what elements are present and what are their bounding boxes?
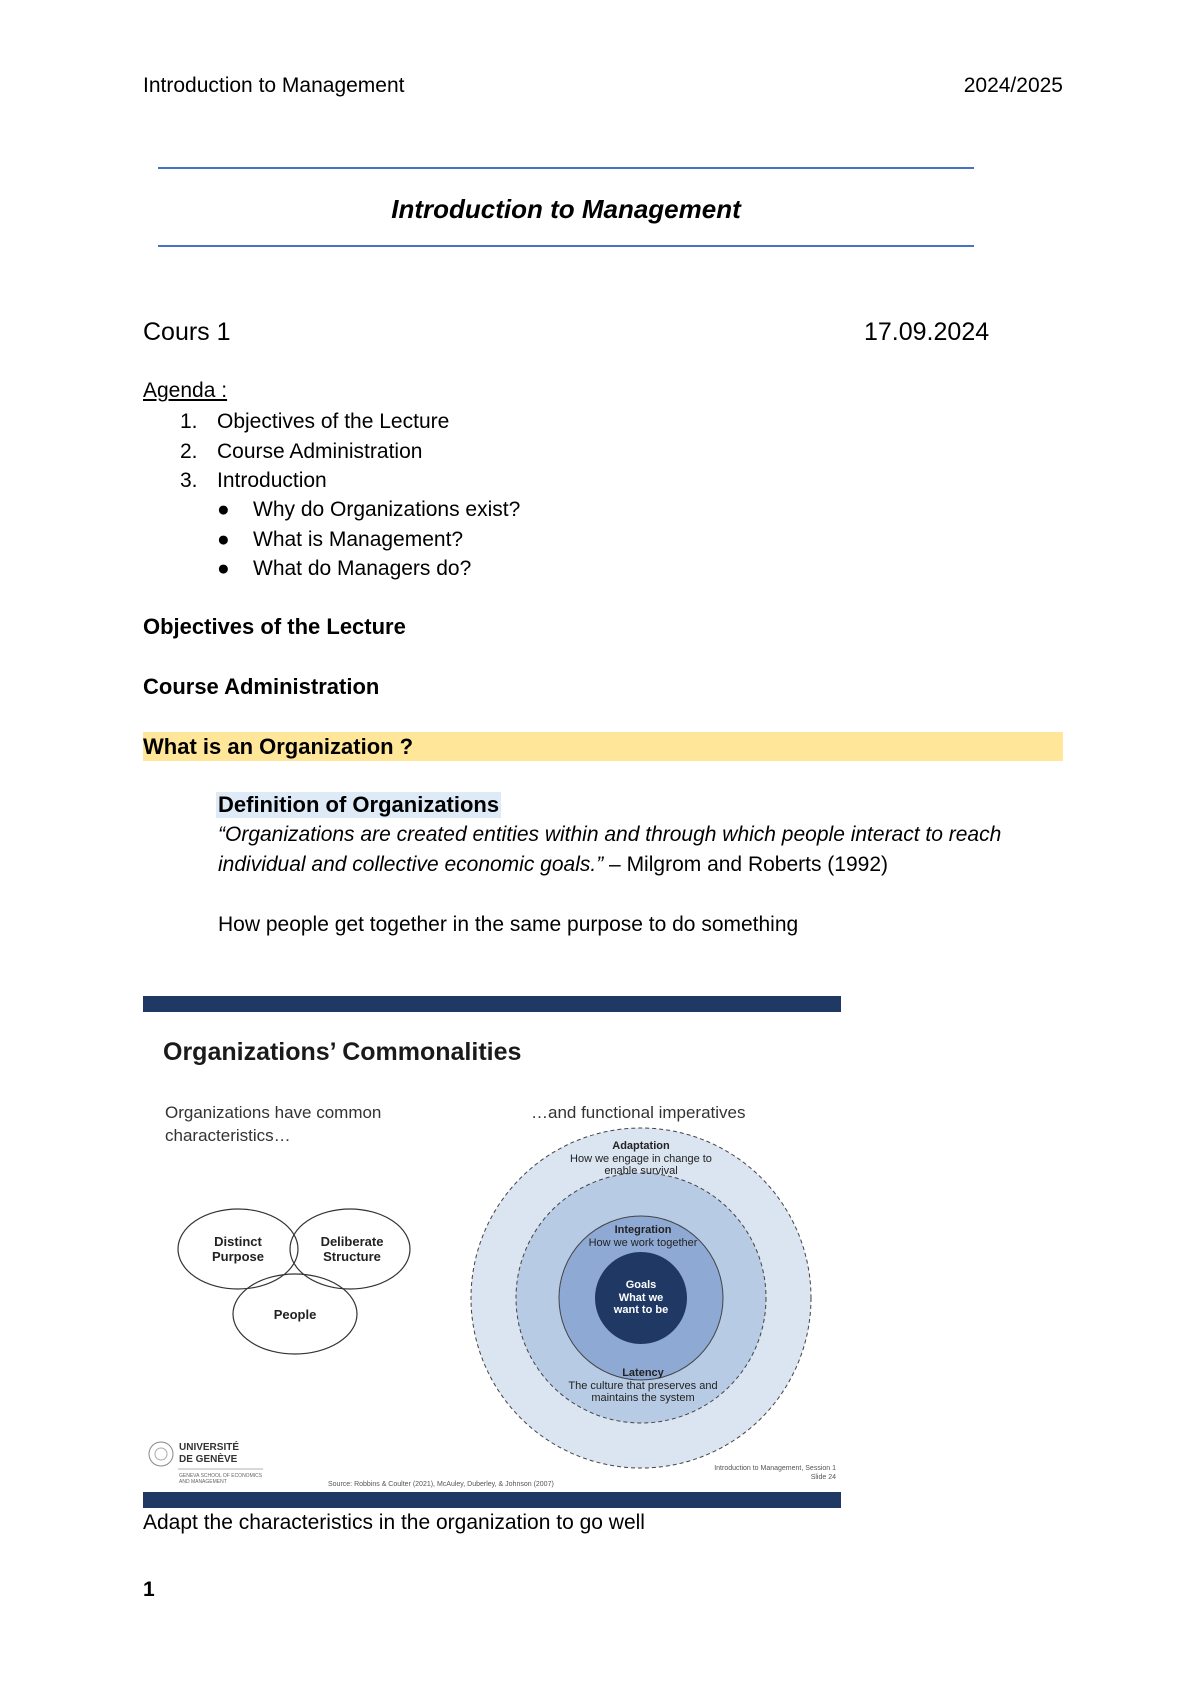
agenda-item-text: Course Administration xyxy=(217,439,423,463)
agenda-item-text: Objectives of the Lecture xyxy=(217,410,450,433)
agenda-item-number: 2. xyxy=(180,439,198,463)
circle-label: Adaptation xyxy=(612,1140,670,1152)
slide-image xyxy=(143,996,841,1508)
title-rule-top xyxy=(158,167,974,169)
slide-reference: Introduction to Management, Session 1 xyxy=(714,1465,836,1472)
agenda-subitem-text: What is Management? xyxy=(253,527,464,551)
circle-label: Latency xyxy=(622,1367,664,1379)
logo-subtext: GENEVA SCHOOL OF ECONOMICS xyxy=(179,1473,263,1479)
definition-quote-line-2 xyxy=(218,853,888,877)
venn-diagram xyxy=(178,1209,410,1354)
heading-objectives: Objectives of the Lecture xyxy=(143,614,406,639)
bullet-icon: ● xyxy=(217,527,230,551)
heading-course-admin: Course Administration xyxy=(143,674,380,699)
slide-source: Source: Robbins & Coulter (2021), McAuley, Duberley, & Johnson (2007) xyxy=(328,1481,554,1488)
document-title: Introduction to Management xyxy=(391,194,741,224)
definition-quote-line-1 xyxy=(218,823,1001,847)
logo-text: DE GENÈVE xyxy=(179,1454,238,1465)
quote-text: “Organizations are created entities within and through which people interact to reach xyxy=(218,823,1002,846)
circle-label: Goals xyxy=(625,1279,657,1291)
venn-label: Deliberate xyxy=(320,1234,384,1249)
slide-diagram xyxy=(143,996,841,1508)
course-date: 17.09.2024 xyxy=(864,318,990,346)
course-label: Cours 1 xyxy=(143,318,231,346)
header-right: 2024/2025 xyxy=(963,74,1063,97)
circle-label: enable survival xyxy=(604,1165,678,1177)
agenda-item-text: Introduction xyxy=(217,469,327,492)
logo-subtext: AND MANAGEMENT xyxy=(179,1479,227,1485)
logo-text: UNIVERSITÉ xyxy=(179,1442,240,1453)
circle-label: The culture that preserves and xyxy=(568,1380,718,1392)
page-number: 1 xyxy=(143,1578,155,1601)
slide-left-caption-line: characteristics… xyxy=(165,1126,291,1145)
heading-what-is-organization: What is an Organization ? xyxy=(143,734,414,759)
circle-label: Integration xyxy=(614,1224,672,1236)
slide-left-caption-line: Organizations have common xyxy=(165,1103,382,1122)
bullet-icon: ● xyxy=(217,557,230,580)
circle-label: What we xyxy=(618,1292,664,1304)
quote-attribution: – Milgrom and Roberts (1992) xyxy=(603,853,889,876)
slide-bottom-band xyxy=(143,1492,841,1508)
quote-text: individual and collective economic goals.” xyxy=(218,853,604,876)
bullet-icon: ● xyxy=(217,498,230,521)
venn-label: Purpose xyxy=(211,1249,265,1264)
slide-reference: Slide 24 xyxy=(810,1474,836,1481)
circle-label: want to be xyxy=(613,1304,669,1316)
circle-label: How we work together xyxy=(588,1237,698,1249)
slide-caption: Adapt the characteristics in the organization to go well xyxy=(143,1511,645,1534)
agenda-item-number: 1. xyxy=(180,410,198,433)
definition-title: Definition of Organizations xyxy=(218,792,500,817)
slide-title: Organizations’ Commonalities xyxy=(163,1038,522,1066)
venn-label: People xyxy=(273,1307,317,1322)
agenda-subitem-text: What do Managers do? xyxy=(253,557,472,580)
agenda-label: Agenda : xyxy=(143,379,228,402)
circle-label: maintains the system xyxy=(591,1392,695,1404)
circle-label: How we engage in change to xyxy=(570,1153,712,1165)
title-rule-bottom xyxy=(158,245,974,247)
venn-label: Structure xyxy=(323,1249,381,1264)
agenda-item-number: 3. xyxy=(180,469,198,492)
venn-label: Distinct xyxy=(214,1234,262,1249)
definition-note: How people get together in the same purpose to do something xyxy=(218,913,799,936)
agenda-subitem-text: Why do Organizations exist? xyxy=(253,498,521,521)
slide-right-caption: …and functional imperatives xyxy=(531,1103,746,1122)
header-left: Introduction to Management xyxy=(143,74,405,97)
